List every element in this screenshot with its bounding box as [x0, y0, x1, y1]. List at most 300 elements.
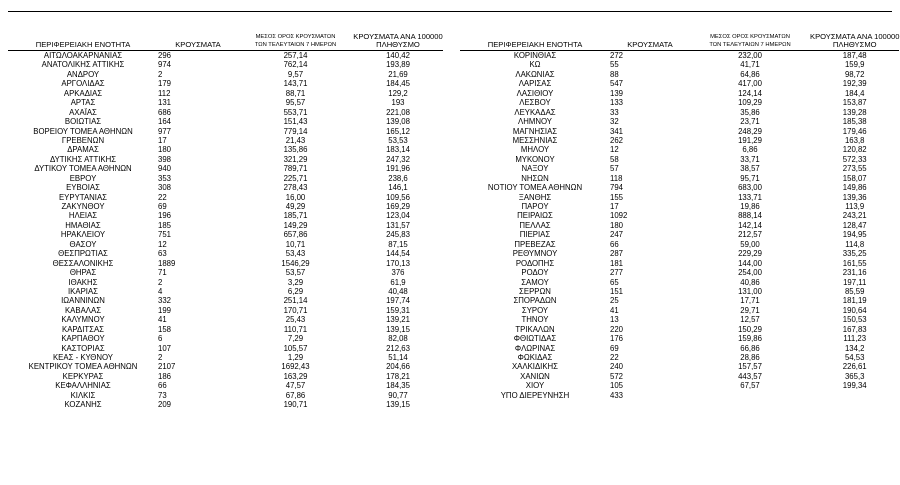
cases-cell: 69 — [610, 343, 619, 353]
per-100000-cell: 61,9 — [390, 277, 406, 287]
cases-cell: 164 — [158, 117, 172, 127]
per-100000-cell: 178,21 — [386, 371, 410, 381]
table-row — [8, 391, 443, 400]
table-row — [8, 60, 443, 69]
avg-7-days-cell: 21,43 — [285, 135, 306, 145]
region-name-cell: ΔΥΤΙΚΗΣ ΑΤΤΙΚΗΣ — [49, 154, 117, 164]
per-100000-cell: 204,66 — [386, 362, 410, 372]
cases-cell: 572 — [610, 371, 624, 381]
region-name-cell: ΛΕΥΚΑΔΑΣ — [514, 107, 556, 117]
per-100000-cell: 170,13 — [386, 258, 410, 268]
per-100000-cell: 247,32 — [386, 154, 410, 164]
region-name-cell: ΖΑΚΥΝΘΟΥ — [61, 202, 105, 211]
per-100000-cell: 181,19 — [842, 296, 867, 306]
table-row — [460, 259, 899, 268]
avg-7-days-cell: 254,00 — [738, 268, 762, 278]
per-100000-cell: 144,54 — [386, 249, 410, 259]
table-row — [460, 296, 899, 305]
table-row — [460, 136, 899, 145]
per-100000-cell: 245,83 — [386, 230, 410, 240]
cases-cell: 57 — [610, 164, 619, 174]
table-row — [460, 202, 899, 211]
avg-7-days-cell: 144,00 — [738, 258, 762, 268]
region-name-cell: ΙΚΑΡΙΑΣ — [68, 286, 98, 296]
per-100000-cell: 183,14 — [386, 145, 410, 155]
region-name-cell: ΤΡΙΚΑΛΩΝ — [515, 324, 555, 334]
cases-cell: 55 — [610, 60, 619, 70]
left-cases-table — [8, 24, 443, 410]
per-100000-cell: 243,21 — [842, 211, 867, 221]
table-row — [460, 183, 899, 192]
region-name-cell: ΚΕΝΤΡΙΚΟΥ ΤΟΜΕΑ ΑΘΗΝΩΝ — [28, 362, 138, 372]
avg-7-days-cell: 131,00 — [738, 286, 762, 296]
region-name-cell: ΘΕΣΠΡΩΤΙΑΣ — [58, 249, 108, 259]
avg-7-days-cell: 19,86 — [740, 202, 760, 211]
per-100000-cell: 273,55 — [842, 164, 867, 174]
region-name-cell: ΣΑΜΟΥ — [521, 277, 549, 287]
avg-7-days-cell: 762,14 — [283, 60, 308, 70]
table-row — [460, 145, 899, 154]
cases-cell: 974 — [158, 60, 172, 70]
avg-7-days-cell: 23,71 — [740, 117, 760, 127]
header-cases: ΚΡΟΥΣΜΑΤΑ — [158, 24, 238, 51]
table-row — [8, 117, 443, 126]
region-name-cell: ΘΕΣΣΑΛΟΝΙΚΗΣ — [52, 258, 114, 268]
per-100000-cell: 54,53 — [844, 353, 865, 362]
table-row — [460, 193, 899, 202]
avg-7-days-cell: 248,29 — [738, 126, 762, 136]
region-name-cell: ΜΥΚΟΝΟΥ — [515, 154, 555, 164]
cases-cell: 63 — [158, 249, 167, 259]
region-name-cell: ΔΥΤΙΚΟΥ ΤΟΜΕΑ ΑΘΗΝΩΝ — [34, 164, 132, 174]
region-name-cell: ΣΠΟΡΑΔΩΝ — [513, 296, 557, 306]
region-name-cell: ΧΑΝΙΩΝ — [520, 371, 550, 381]
cases-cell: 296 — [158, 51, 172, 60]
region-name-cell: ΠΕΛΛΑΣ — [519, 220, 551, 230]
table-row — [8, 334, 443, 343]
avg-7-days-cell: 25,43 — [285, 315, 306, 325]
avg-7-days-cell: 789,71 — [283, 164, 308, 174]
avg-7-days-cell: 53,43 — [285, 249, 306, 259]
region-name-cell: ΚΑΒΑΛΑΣ — [64, 305, 102, 315]
table-row — [460, 381, 899, 390]
per-100000-cell: 163,8 — [844, 135, 865, 145]
table-row — [460, 108, 899, 117]
table-row — [460, 155, 899, 164]
table-row — [8, 145, 443, 154]
cases-cell: 196 — [158, 211, 172, 221]
cases-cell: 66 — [158, 381, 167, 391]
per-100000-cell: 140,42 — [386, 51, 410, 60]
table-row — [8, 249, 443, 258]
cases-cell: 262 — [610, 135, 624, 145]
region-name-cell: ΕΥΒΟΙΑΣ — [66, 183, 100, 193]
cases-cell: 353 — [158, 173, 172, 183]
cases-cell: 308 — [158, 183, 172, 193]
avg-7-days-cell: 257,14 — [283, 51, 308, 60]
per-100000-cell: 159,31 — [386, 305, 410, 315]
table-row — [8, 240, 443, 249]
per-100000-cell: 335,25 — [842, 249, 867, 259]
per-100000-cell: 146,1 — [388, 183, 408, 193]
region-name-cell: ΕΒΡΟΥ — [69, 173, 97, 183]
per-100000-cell: 187,48 — [842, 51, 867, 60]
per-100000-cell: 98,72 — [844, 69, 865, 79]
avg-7-days-cell: 12,57 — [740, 315, 760, 325]
table-row — [460, 127, 899, 136]
per-100000-cell: 40,48 — [388, 286, 408, 296]
table-row — [8, 211, 443, 220]
region-name-cell: ΚΑΛΥΜΝΟΥ — [61, 315, 105, 325]
per-100000-cell: 199,34 — [842, 381, 867, 391]
avg-7-days-cell: 888,14 — [738, 211, 762, 221]
region-name-cell: ΝΑΞΟΥ — [521, 164, 549, 174]
avg-7-days-cell: 1692,43 — [281, 362, 310, 372]
region-name-cell: ΚΕΦΑΛΛΗΝΙΑΣ — [55, 381, 111, 391]
region-name-cell: ΘΑΣΟΥ — [69, 239, 97, 249]
avg-7-days-cell: 6,29 — [287, 286, 304, 296]
per-100000-cell: 113,9 — [845, 202, 865, 211]
per-100000-cell: 51,14 — [388, 353, 408, 362]
avg-7-days-cell: 38,57 — [740, 164, 760, 174]
cases-cell: 118 — [610, 173, 623, 183]
table-row — [460, 344, 899, 353]
cases-cell: 73 — [158, 390, 167, 400]
table-row — [8, 381, 443, 390]
region-name-cell: ΒΟΡΕΙΟΥ ΤΟΜΕΑ ΑΘΗΝΩΝ — [33, 126, 133, 136]
per-100000-cell: 221,08 — [386, 107, 410, 117]
cases-cell: 179 — [158, 79, 172, 89]
avg-7-days-cell: 191,29 — [738, 135, 762, 145]
per-100000-cell: 139,21 — [386, 315, 410, 325]
region-name-cell: ΙΘΑΚΗΣ — [68, 277, 98, 287]
avg-7-days-cell: 142,14 — [738, 220, 762, 230]
avg-7-days-cell: 95,57 — [285, 98, 306, 108]
cases-cell: 155 — [610, 192, 624, 202]
table-row — [460, 315, 899, 324]
cases-cell: 433 — [610, 390, 624, 400]
avg-7-days-cell: 321,29 — [283, 154, 308, 164]
region-name-cell: ΑΡΓΟΛΙΔΑΣ — [61, 79, 105, 89]
table-row — [8, 136, 443, 145]
cases-cell: 105 — [610, 381, 624, 391]
region-name-cell: ΠΕΙΡΑΙΩΣ — [517, 211, 553, 221]
cases-cell: 185 — [158, 220, 172, 230]
region-name-cell: ΚΕΡΚΥΡΑΣ — [62, 371, 104, 381]
avg-7-days-cell: 232,00 — [738, 51, 762, 60]
cases-cell: 22 — [610, 353, 619, 362]
avg-7-days-cell: 190,71 — [283, 400, 308, 410]
cases-cell: 107 — [158, 343, 172, 353]
avg-7-days-cell: 95,71 — [740, 173, 760, 183]
table-row — [8, 127, 443, 136]
region-name-cell: ΤΗΝΟΥ — [521, 315, 549, 325]
region-name-cell: ΥΠΟ ΔΙΕΡΕΥΝΗΣΗ — [500, 390, 570, 400]
per-100000-cell: 139,36 — [842, 192, 867, 202]
avg-7-days-cell: 779,14 — [283, 126, 308, 136]
per-100000-cell: 123,04 — [386, 211, 410, 221]
cases-cell: 58 — [610, 154, 619, 164]
right-cases-table — [460, 24, 899, 400]
table-row — [8, 278, 443, 287]
cases-cell: 25 — [610, 296, 619, 306]
per-100000-cell: 149,86 — [842, 183, 867, 193]
header-region: ΠΕΡΙΦΕΡΕΙΑΚΗ ΕΝΟΤΗΤΑ — [8, 24, 158, 51]
avg-7-days-cell: 143,71 — [283, 79, 308, 89]
avg-7-days-cell: 159,86 — [738, 334, 762, 344]
per-100000-cell: 109,56 — [386, 192, 410, 202]
cases-cell: 66 — [610, 239, 619, 249]
table-row — [460, 372, 899, 381]
cases-cell: 751 — [158, 230, 172, 240]
per-100000-cell: 376 — [391, 268, 405, 278]
cases-cell: 277 — [610, 268, 624, 278]
per-100000-cell: 129,2 — [388, 88, 408, 98]
cases-cell: 41 — [158, 315, 167, 325]
per-100000-cell: 87,15 — [388, 239, 408, 249]
table-row — [8, 230, 443, 239]
table-row — [460, 325, 899, 334]
per-100000-cell: 131,57 — [386, 220, 410, 230]
cases-cell: 240 — [610, 362, 624, 372]
cases-cell: 22 — [158, 192, 167, 202]
per-100000-cell: 139,15 — [386, 324, 410, 334]
cases-cell: 176 — [610, 334, 624, 344]
cases-cell: 41 — [610, 305, 619, 315]
avg-7-days-cell: 225,71 — [283, 173, 308, 183]
cases-cell: 180 — [158, 145, 172, 155]
table-row — [8, 268, 443, 277]
per-100000-cell: 179,46 — [842, 126, 867, 136]
table-row — [460, 249, 899, 258]
per-100000-cell: 190,64 — [842, 305, 867, 315]
avg-7-days-cell: 212,57 — [738, 230, 762, 240]
header-avg-7-days: ΜΕΣΟΣ ΟΡΟΣ ΚΡΟΥΣΜΑΤΩΝ ΤΩΝ ΤΕΛΕΥΤΑΙΩΝ 7 ΗΜΕΡΩΝ — [238, 24, 353, 51]
avg-7-days-cell: 657,86 — [283, 230, 308, 240]
cases-cell: 6 — [158, 334, 163, 344]
avg-7-days-cell: 35,86 — [740, 107, 760, 117]
cases-cell: 71 — [158, 268, 167, 278]
region-name-cell: ΛΑΡΙΣΑΣ — [518, 79, 552, 89]
cases-cell: 131 — [158, 98, 172, 108]
avg-7-days-cell: 67,86 — [285, 390, 306, 400]
table-row — [8, 174, 443, 183]
per-100000-cell: 161,55 — [842, 258, 867, 268]
header-cases: ΚΡΟΥΣΜΑΤΑ — [610, 24, 690, 51]
cases-cell: 139 — [610, 88, 624, 98]
header-cases-per-100000: ΚΡΟΥΣΜΑΤΑ ΑΝΑ 100000 ΠΛΗΘΥΣΜΟ — [353, 24, 443, 51]
table-row — [8, 98, 443, 107]
per-100000-cell: 197,11 — [843, 277, 867, 287]
region-name-cell: ΛΑΣΙΘΙΟΥ — [516, 88, 554, 98]
region-name-cell: ΕΥΡΥΤΑΝΙΑΣ — [58, 192, 107, 202]
avg-7-days-cell: 41,71 — [740, 60, 760, 70]
region-name-cell: ΚΩ — [529, 60, 541, 70]
table-row — [460, 278, 899, 287]
cases-cell: 88 — [610, 69, 619, 79]
avg-7-days-cell: 29,71 — [740, 305, 760, 315]
table-row — [460, 353, 899, 362]
top-rule — [8, 11, 892, 12]
region-name-cell: ΚΑΡΔΙΤΣΑΣ — [62, 324, 104, 334]
table-row — [8, 89, 443, 98]
table-row — [460, 70, 899, 79]
cases-cell: 180 — [610, 220, 624, 230]
avg-7-days-cell: 10,71 — [285, 239, 306, 249]
table-row — [8, 259, 443, 268]
avg-7-days-cell: 133,71 — [738, 192, 762, 202]
region-name-cell: ΒΟΙΩΤΙΑΣ — [64, 117, 102, 127]
region-name-cell: ΘΗΡΑΣ — [69, 268, 97, 278]
per-100000-cell: 53,53 — [388, 135, 408, 145]
avg-7-days-cell: 443,57 — [738, 371, 762, 381]
table-row — [8, 108, 443, 117]
table-row — [8, 70, 443, 79]
cases-cell: 209 — [158, 400, 172, 410]
avg-7-days-cell: 135,86 — [283, 145, 308, 155]
table-row — [460, 230, 899, 239]
table-row — [8, 155, 443, 164]
avg-7-days-cell: 3,29 — [287, 277, 304, 287]
avg-7-days-cell: 278,43 — [283, 183, 308, 193]
per-100000-cell: 238,6 — [388, 173, 408, 183]
avg-7-days-cell: 28,86 — [740, 353, 760, 362]
table-row — [8, 287, 443, 296]
region-name-cell: ΑΧΑΪΑΣ — [69, 107, 97, 117]
region-name-cell: ΚΕΑΣ - ΚΥΘΝΟΥ — [52, 353, 114, 362]
table-row — [460, 221, 899, 230]
avg-7-days-cell: 6,86 — [742, 145, 758, 155]
region-name-cell: ΧΙΟΥ — [525, 381, 545, 391]
per-100000-cell: 153,87 — [842, 98, 867, 108]
cases-cell: 199 — [158, 305, 172, 315]
avg-7-days-cell: 16,00 — [285, 192, 306, 202]
per-100000-cell: 191,96 — [386, 164, 410, 174]
avg-7-days-cell: 1,29 — [287, 353, 304, 362]
cases-cell: 287 — [610, 249, 624, 259]
table-row — [460, 164, 899, 173]
avg-7-days-cell: 7,29 — [287, 334, 304, 344]
region-name-cell: ΑΝΔΡΟΥ — [66, 69, 100, 79]
cases-cell: 2107 — [158, 362, 176, 372]
region-name-cell: ΛΗΜΝΟΥ — [518, 117, 552, 127]
cases-cell: 181 — [610, 258, 624, 268]
table-row — [460, 268, 899, 277]
table-row — [460, 117, 899, 126]
table-row — [460, 362, 899, 371]
cases-cell: 2 — [158, 69, 163, 79]
table-row — [460, 60, 899, 69]
avg-7-days-cell: 40,86 — [740, 277, 760, 287]
avg-7-days-cell: 105,57 — [283, 343, 308, 353]
table-row — [460, 334, 899, 343]
region-name-cell: ΑΡΚΑΔΙΑΣ — [63, 88, 103, 98]
cases-cell: 158 — [158, 324, 172, 334]
per-100000-cell: 165,12 — [386, 126, 410, 136]
cases-cell: 1889 — [158, 258, 176, 268]
table-row — [8, 51, 443, 61]
avg-7-days-cell: 163,29 — [283, 371, 308, 381]
table-row — [8, 306, 443, 315]
table-row — [8, 325, 443, 334]
table-row — [8, 221, 443, 230]
region-name-cell: ΝΟΤΙΟΥ ΤΟΜΕΑ ΑΘΗΝΩΝ — [487, 183, 583, 193]
cases-cell: 940 — [158, 164, 172, 174]
region-name-cell: ΛΕΣΒΟΥ — [519, 98, 551, 108]
region-name-cell: ΡΟΔΟΥ — [521, 268, 549, 278]
region-name-cell: ΚΟΖΑΝΗΣ — [64, 400, 102, 410]
region-name-cell: ΦΩΚΙΔΑΣ — [517, 353, 553, 362]
cases-cell: 2 — [158, 277, 163, 287]
cases-cell: 332 — [158, 296, 172, 306]
per-100000-cell: 184,45 — [386, 79, 410, 89]
cases-cell: 686 — [158, 107, 172, 117]
left-header-row — [8, 24, 443, 51]
per-100000-cell: 193 — [391, 98, 405, 108]
per-100000-cell: 184,35 — [386, 381, 410, 391]
avg-7-days-cell: 64,86 — [740, 69, 760, 79]
region-name-cell: ΚΙΛΚΙΣ — [70, 390, 96, 400]
table-row — [460, 51, 899, 61]
per-100000-cell: 139,08 — [386, 117, 410, 127]
per-100000-cell: 197,74 — [386, 296, 410, 306]
table-row — [460, 174, 899, 183]
table-row — [8, 164, 443, 173]
region-name-cell: ΑΙΤΩΛΟΑΚΑΡΝΑΝΙΑΣ — [43, 51, 123, 60]
per-100000-cell: 194,95 — [842, 230, 867, 240]
region-name-cell: ΗΛΕΙΑΣ — [68, 211, 98, 221]
per-100000-cell: 212,63 — [386, 343, 410, 353]
region-name-cell: ΞΑΝΘΗΣ — [518, 192, 552, 202]
region-name-cell: ΧΑΛΚΙΔΙΚΗΣ — [511, 362, 558, 372]
cases-cell: 977 — [158, 126, 172, 136]
table-row — [8, 79, 443, 88]
avg-7-days-cell: 683,00 — [738, 183, 762, 193]
cases-cell: 17 — [158, 135, 167, 145]
per-100000-cell: 21,69 — [388, 69, 408, 79]
avg-7-days-cell: 66,86 — [740, 343, 760, 353]
cases-cell: 12 — [158, 239, 167, 249]
region-name-cell: ΦΘΙΩΤΙΔΑΣ — [513, 334, 557, 344]
table-row — [460, 98, 899, 107]
avg-7-days-cell: 553,71 — [283, 107, 308, 117]
per-100000-cell: 82,08 — [388, 334, 408, 344]
cases-cell: 547 — [610, 79, 624, 89]
per-100000-cell: 85,59 — [844, 286, 865, 296]
per-100000-cell: 167,83 — [842, 324, 867, 334]
avg-7-days-cell: 151,43 — [283, 117, 308, 127]
table-row — [8, 353, 443, 362]
region-name-cell: ΜΗΛΟΥ — [520, 145, 550, 155]
cases-cell: 4 — [158, 286, 163, 296]
table-row — [460, 89, 899, 98]
header-cases-per-100000: ΚΡΟΥΣΜΑΤΑ ΑΝΑ 100000 ΠΛΗΘΥΣΜΟ — [810, 24, 899, 51]
right-table-body — [460, 51, 899, 401]
region-name-cell: ΠΡΕΒΕΖΑΣ — [514, 239, 556, 249]
cases-cell: 69 — [158, 202, 167, 211]
region-name-cell: ΡΕΘΥΜΝΟΥ — [512, 249, 558, 259]
per-100000-cell: 184,4 — [844, 88, 865, 98]
region-name-cell: ΗΜΑΘΙΑΣ — [65, 220, 101, 230]
table-row — [8, 296, 443, 305]
table-row — [8, 400, 443, 409]
per-100000-cell: 128,47 — [842, 220, 867, 230]
region-name-cell: ΜΕΣΣΗΝΙΑΣ — [512, 135, 558, 145]
table-row — [8, 183, 443, 192]
region-name-cell: ΚΟΡΙΝΘΙΑΣ — [513, 51, 557, 60]
cases-cell: 65 — [610, 277, 619, 287]
per-100000-cell: 231,16 — [842, 268, 867, 278]
